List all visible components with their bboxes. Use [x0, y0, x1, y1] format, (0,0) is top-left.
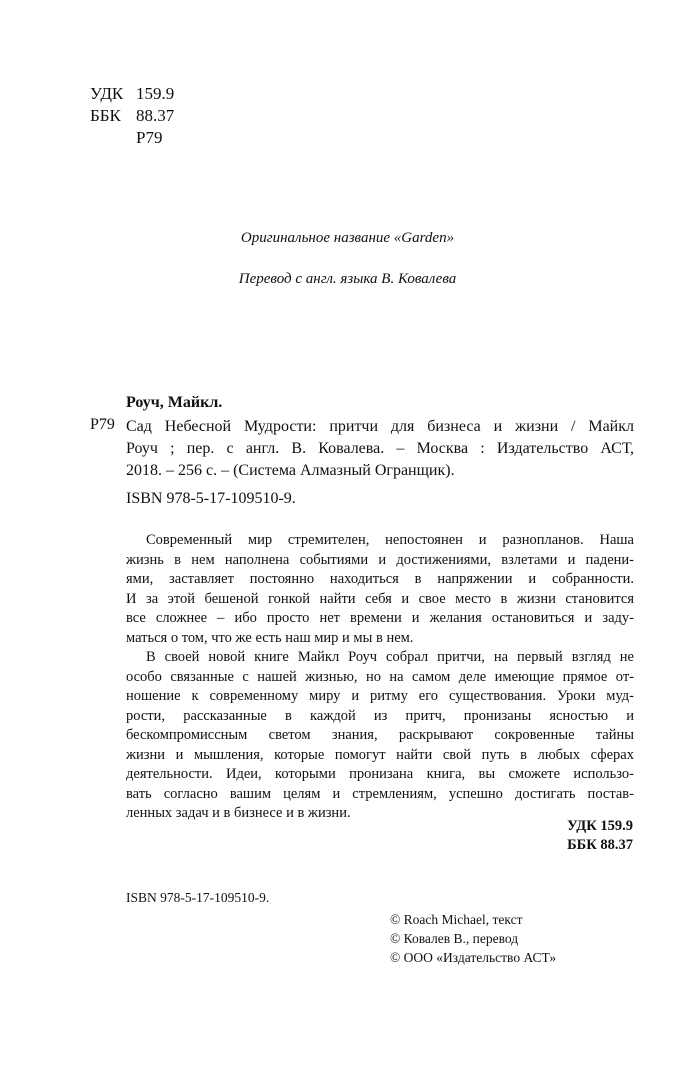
bbk-value: 88.37	[136, 106, 175, 125]
annotation-line: вать согласно вашим целям и стремлениям, успешно достигать постав-	[126, 785, 634, 802]
copyright-translator: © Ковалев В., перевод	[390, 931, 519, 946]
udk-value: 159.9	[136, 84, 175, 103]
annotation-line: В своей новой книге Майкл Роуч собрал притчи, на первый взгляд не	[146, 649, 634, 665]
bbk-label: ББК	[90, 106, 121, 125]
annotation-line: ношение к современному миру и ритму его существования. Уроки муд-	[126, 688, 634, 704]
annotation-line: бескомпромиссным светом знания, раскрывают сокровенные тайны	[126, 727, 634, 743]
author-sign-top: Р79	[136, 128, 163, 147]
annotation-line: И за этой бешеной гонкой найти себя и свое место в жизни становится	[126, 590, 634, 607]
annotation-line: жизнь в нем наполнена событиями и достижениями, взлетами и падени-	[126, 551, 634, 568]
udk-index	[90, 84, 174, 104]
classification-bbk: ББК 88.37	[567, 837, 633, 853]
translation-credit: Перевод с англ. языка В. Ковалева	[238, 271, 457, 287]
annotation-line: все сложнее – ибо просто нет времени и желания остановиться и заду-	[126, 610, 634, 626]
original-title: Оригинальное название «Garden»	[240, 230, 455, 246]
annotation-line: Современный мир стремителен, непостоянен и разнопланов. Наша	[146, 532, 634, 548]
copyright-author: © Roach Michael, текст	[390, 912, 523, 927]
annotation-line: рости, рассказанные в каждой из притч, пронизаны ясностью и	[126, 707, 634, 724]
bbk-index	[90, 106, 174, 126]
bib-description	[126, 416, 634, 482]
bib-isbn: ISBN 978-5-17-109510-9.	[126, 490, 296, 507]
annotation-line: особо связанные с нашей жизнью, но на самом деле имеющие прямое от-	[126, 668, 634, 685]
bib-author: Роуч, Майкл.	[126, 394, 223, 411]
bib-author-sign: Р79	[90, 416, 115, 433]
footer-isbn: ISBN 978-5-17-109510-9.	[126, 890, 270, 905]
annotation-line: ленных задач и в бизнесе и в жизни.	[126, 805, 351, 821]
annotation-line: деятельности. Идеи, которыми пронизана книга, вы сможете использо-	[126, 766, 634, 782]
udk-label: УДК	[90, 84, 124, 103]
annotation-line: маться о том, что же есть наш мир и мы в нем.	[126, 629, 414, 646]
annotation-line: ями, заставляет постоянно находиться в напряжении и собранности.	[126, 571, 634, 587]
copyright-publisher: © ООО «Издательство АСТ»	[390, 950, 557, 965]
classification-udk: УДК 159.9	[567, 818, 633, 834]
bib-line: 2018. – 256 с. – (Система Алмазный Огранщик).	[126, 462, 455, 479]
bib-line: Роуч ; пер. с англ. В. Ковалева. – Москва : Издательство АСТ,	[126, 440, 634, 457]
annotation-paragraph-1	[126, 531, 634, 648]
annotation-line: жизни и мышления, которые помогут найти свой путь в любых сферах	[126, 746, 634, 763]
bib-line: Сад Небесной Мудрости: притчи для бизнеса и жизни / Майкл	[126, 418, 634, 435]
annotation-paragraph-2	[126, 648, 634, 824]
